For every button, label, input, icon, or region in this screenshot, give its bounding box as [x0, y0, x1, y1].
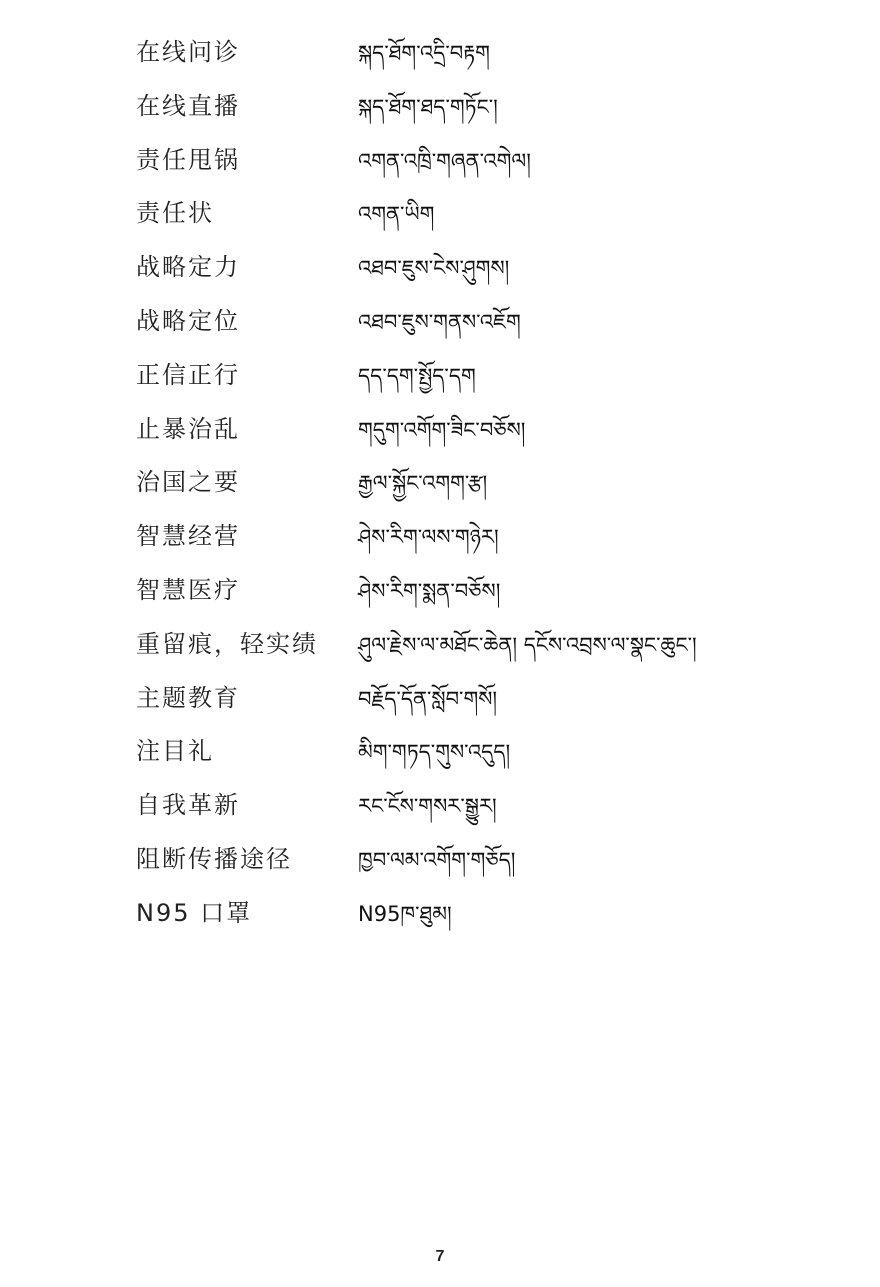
chinese-term: 战略定力 [136, 253, 240, 282]
tibetan-term: སྐད་ཐོག་འདྲི་བརྟག [358, 41, 490, 65]
glossary-row [136, 670, 836, 724]
chinese-term: N95 口罩 [136, 898, 253, 927]
chinese-term: 责任状 [136, 199, 214, 228]
glossary-row [136, 347, 836, 401]
glossary-row [136, 24, 836, 78]
chinese-term: 自我革新 [136, 791, 240, 820]
tibetan-term: ཁྱབ་ལམ་འགོག་གཅོད། [358, 847, 516, 872]
glossary-row [136, 616, 836, 670]
chinese-term: 治国之要 [136, 468, 240, 497]
tibetan-term: ཤུལ་རྗེས་ལ་མཐོང་ཆེན། དངོས་འབྲས་ལ་སྣང་ཆུང་། [358, 632, 697, 657]
tibetan-term: འགན་འཁྲི་གཞན་འགེལ། [358, 148, 531, 173]
chinese-term: 在线直播 [136, 91, 240, 120]
tibetan-term: དད་དག་སྤྱོད་དག [358, 363, 476, 388]
chinese-term: 责任甩锅 [136, 145, 240, 174]
tibetan-term: བརྗོད་དོན་སློབ་གསོ། [358, 686, 498, 711]
term-glossary [136, 24, 836, 939]
glossary-row [136, 723, 836, 777]
tibetan-term: གདུག་འགོག་ཟིང་བཅོས། [358, 417, 526, 442]
glossary-row [136, 401, 836, 455]
tibetan-term: མིག་གཏད་གུས་འདུད། [358, 740, 511, 765]
glossary-row [136, 454, 836, 508]
glossary-row [136, 293, 836, 347]
glossary-row [136, 831, 836, 885]
glossary-row [136, 132, 836, 186]
chinese-term: 智慧经营 [136, 522, 240, 551]
glossary-row [136, 777, 836, 831]
glossary-row [136, 885, 836, 939]
glossary-row [136, 562, 836, 616]
page-number: 7 [435, 1248, 445, 1265]
chinese-term: 在线问诊 [136, 38, 240, 66]
glossary-row [136, 78, 836, 132]
tibetan-term: ཤེས་རིག་ལས་གཉེར། [358, 525, 499, 550]
tibetan-term: འཐབ་ཇུས་ངེས་ཤུགས། [358, 256, 510, 281]
chinese-term: 注目礼 [136, 737, 214, 766]
chinese-term: 止暴治乱 [136, 414, 240, 443]
tibetan-term: སྐད་ཐོག་ཐད་གཏོང་། [358, 94, 498, 119]
chinese-term: 主题教育 [136, 683, 240, 712]
chinese-term: 智慧医疗 [136, 575, 240, 604]
tibetan-term: འགན་ཡིག [358, 202, 435, 227]
glossary-row [136, 508, 836, 562]
chinese-term: 战略定位 [136, 306, 240, 335]
chinese-term: 重留痕，轻实绩 [136, 629, 318, 658]
tibetan-term: རྒྱལ་སྐྱོང་འགག་རྩ། [358, 471, 488, 496]
chinese-term: 阻断传播途径 [136, 844, 292, 873]
chinese-term: 正信正行 [136, 360, 240, 389]
glossary-row [136, 239, 836, 293]
tibetan-term: N95ཁ་ཐུམ། [358, 901, 452, 926]
glossary-row [136, 185, 836, 239]
tibetan-term: འཐབ་ཇུས་གནས་འཇོག [358, 309, 521, 334]
tibetan-term: རང་ངོས་གསར་སྒྱུར། [358, 794, 497, 819]
tibetan-term: ཤེས་རིག་སྨན་བཅོས། [358, 578, 501, 603]
